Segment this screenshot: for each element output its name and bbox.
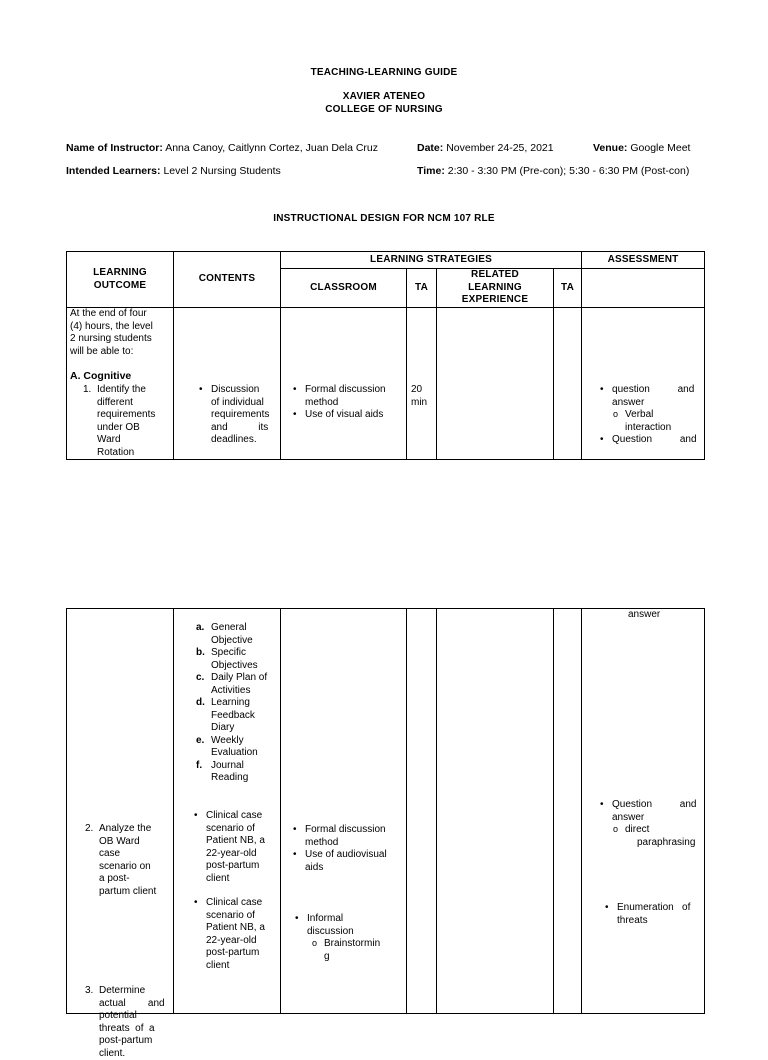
list-item: e. Weekly Evaluation — [196, 734, 258, 758]
time-value: 2:30 - 3:30 PM (Pre-con); 5:30 - 6:30 PM (Post-con) — [447, 165, 690, 177]
venue-row — [593, 142, 690, 154]
list-item: • Enumeration of threats — [600, 902, 701, 927]
outcome-item-2: 2. Analyze the OB Ward case scenario on a post- partum client — [85, 823, 157, 897]
header-learning-outcome: LEARNING OUTCOME — [67, 252, 174, 308]
list-item: f. Journal Reading — [196, 759, 249, 783]
learners-label: Intended Learners: — [66, 165, 161, 177]
list-item: • Clinical case scenario of Patient NB, a 22-year-old post-partum client — [189, 897, 275, 972]
instructor-row — [66, 142, 378, 154]
time-row — [417, 165, 689, 177]
venue-value: Google Meet — [630, 142, 691, 154]
content-list-1 — [194, 384, 272, 447]
header-assessment: ASSESSMENT — [582, 252, 705, 269]
classroom-cell-2 — [281, 609, 407, 1014]
list-item: • Question and — [595, 434, 701, 447]
related-cell-1 — [437, 308, 554, 460]
assessment-cell-1 — [582, 308, 705, 460]
ta-value: 20 min — [411, 384, 428, 408]
assessment-list-3 — [600, 902, 701, 927]
outcome-cell-1 — [67, 308, 174, 460]
content-cell-2 — [174, 609, 281, 1014]
list-item: • Clinical case scenario of Patient NB, a 22-year-old post-partum client — [189, 810, 275, 885]
list-item: b. Specific Objectives — [196, 647, 258, 671]
time-label: Time: — [417, 165, 445, 177]
header-ta-2: TA — [554, 269, 582, 308]
ta-cell-2 — [407, 609, 437, 1014]
ta2-cell-2 — [554, 609, 582, 1014]
learners-value: Level 2 Nursing Students — [163, 165, 281, 177]
venue-label: Venue: — [593, 142, 628, 154]
requirements-list — [194, 622, 278, 785]
outcome-item-1: 1. Identify the different requirements under OB Ward Rotation — [83, 384, 156, 458]
list-item: d. Learning Feedback Diary — [196, 697, 255, 733]
header-ta: TA — [407, 269, 437, 308]
ta2-cell-1 — [554, 308, 582, 460]
design-title: INSTRUCTIONAL DESIGN FOR NCM 107 RLE — [273, 213, 495, 224]
list-item: • Use of visual aids — [288, 409, 406, 422]
instructional-design-table — [66, 251, 705, 460]
header-assessment-blank — [582, 269, 705, 308]
list-item: • Informal discussion o Brainstormin g — [290, 913, 402, 963]
school-name: XAVIER ATENEO — [342, 91, 426, 102]
instructor-value: Anna Canoy, Caitlynn Cortez, Juan Dela Cruz — [165, 142, 379, 154]
related-cell-2 — [437, 609, 554, 1014]
classroom-list-3 — [290, 913, 402, 963]
list-item: • Use of audiovisual aids — [288, 849, 406, 874]
date-value: November 24-25, 2021 — [446, 142, 554, 154]
guide-title: TEACHING-LEARNING GUIDE — [310, 67, 458, 78]
list-item: • Question and answer o direct paraphrasing — [595, 799, 701, 849]
instructional-design-table-continued — [66, 608, 705, 1059]
list-item: o Verbal interaction — [610, 409, 701, 434]
classroom-list-1 — [288, 384, 406, 422]
college-name: COLLEGE OF NURSING — [325, 104, 443, 115]
cognitive-heading: A. Cognitive — [70, 370, 132, 382]
outcome-item-3: 3. Determine actual and potential threats of a post-partum client. — [85, 985, 165, 1059]
classroom-cell-1 — [281, 308, 407, 460]
header-learning-strategies: LEARNING STRATEGIES — [281, 252, 582, 269]
list-item: • Formal discussion method — [288, 384, 406, 409]
assessment-list-2 — [595, 799, 701, 849]
list-item: o Brainstormin g — [309, 938, 402, 963]
date-row — [417, 142, 554, 154]
classroom-list-2 — [288, 824, 406, 874]
learners-row — [66, 165, 281, 177]
ta-cell-1 — [407, 308, 437, 460]
header-contents: CONTENTS — [174, 252, 281, 308]
instructor-label: Name of Instructor: — [66, 142, 163, 154]
content-cell-1 — [174, 308, 281, 460]
header-classroom: CLASSROOM — [281, 269, 407, 308]
assessment-list-1 — [595, 384, 701, 447]
list-item: c. Daily Plan of Activities — [196, 672, 268, 696]
outcome-cell-2 — [67, 609, 174, 1059]
list-item: a. General Objective — [196, 622, 253, 646]
list-item: • Formal discussion method — [288, 824, 406, 849]
date-label: Date: — [417, 142, 444, 154]
header-related-learning-experience: RELATED LEARNING EXPERIENCE — [437, 269, 554, 308]
case-scenario-list — [189, 810, 275, 972]
assessment-cell-2 — [582, 609, 705, 1014]
list-item: • Discussion of individual requirements and its deadlines. — [194, 384, 272, 447]
list-item: o direct paraphrasing — [610, 824, 701, 849]
list-item: • question and answer o Verbal interaction — [595, 384, 701, 434]
assessment-continued: answer — [628, 609, 661, 620]
outcome-intro: At the end of four (4) hours, the level 2 nursing students will be able to: — [70, 308, 153, 357]
